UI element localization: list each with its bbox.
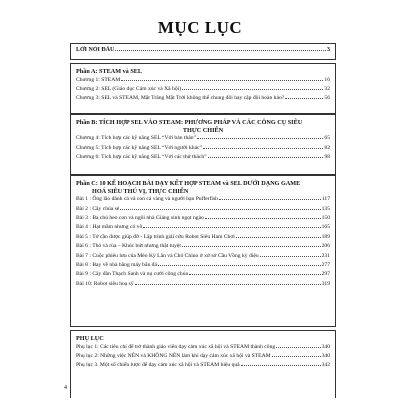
toc-entry-page: 3 <box>327 47 330 53</box>
leader-dots <box>203 148 323 149</box>
leader-dots <box>115 50 326 51</box>
toc-entry-page: 277 <box>321 262 330 269</box>
leader-dots <box>208 157 324 158</box>
section-a-box <box>70 63 336 114</box>
toc-entry-page: 206 <box>321 243 330 250</box>
toc-entry-page: 82 <box>324 144 330 151</box>
toc-entry-page: 16 <box>324 76 330 83</box>
intro-box <box>70 43 336 60</box>
toc-entry <box>76 223 330 232</box>
leader-dots <box>260 256 321 257</box>
toc-entry-label: Bài 2 : Cây chúa sẻ <box>76 205 120 212</box>
leader-dots <box>120 209 320 210</box>
toc-entry-label: Chương 3: SEL và STEAM, Mặt Trăng Mặt Trời không thể chung đôi hay cặp đôi hoàn hảo? <box>76 95 285 102</box>
page-title: MỤC LỤC <box>157 18 243 37</box>
toc-entry-label: Bài 10: Robot siêu hoạ sỹ <box>76 280 134 287</box>
leader-dots <box>189 274 321 275</box>
toc-entry-page: 297 <box>321 271 330 278</box>
leader-dots <box>197 138 323 139</box>
section-heading: Phần A: STEAM và SEL <box>76 68 143 75</box>
section-heading: PHỤ LỤC <box>76 335 104 342</box>
toc-entry-label: Chương 4: Tích hợp các kỹ năng SEL “Với bản thân” <box>76 135 197 142</box>
leader-dots <box>272 356 321 357</box>
toc-entry <box>76 252 330 261</box>
section-heading: Phần B: TÍCH HỢP SEL VÀO STEAM: PHƯƠNG PHÁP VÀ CÁC CÔNG CỤ SIÊU <box>76 119 303 126</box>
section-heading: Phần C: 10 KẾ HOẠCH BÀI DẠY KẾT HỢP STEAM và SEL DƯỚI DẠNG GAME <box>76 180 301 187</box>
toc-entry-label: Phụ lục 3. Một số chiến lược để dạy cảm xúc xã hội và STEAM hiệu quả <box>76 362 240 369</box>
toc-entry <box>76 361 330 370</box>
toc-entry <box>76 144 330 153</box>
toc-entry-page: 150 <box>321 215 330 221</box>
section-heading-cont: HOÁ SIÊU THÚ VỊ, THỰC CHIẾN <box>92 187 189 195</box>
leader-dots <box>121 80 323 81</box>
toc-entry-page: 189 <box>321 233 330 240</box>
leader-dots <box>182 89 323 90</box>
toc-entry-label: Chương 1: STEAM <box>76 76 121 83</box>
toc-entry-label: Bài 8 : Bay về nhà bằng máy bắn đá <box>76 262 157 269</box>
toc-entry <box>76 153 330 162</box>
toc-entry-label: Bài 1 : Ông lão đánh cá và con cá vàng và người bạn Pufferfish <box>76 196 218 203</box>
toc-entry <box>76 205 330 214</box>
leader-dots <box>276 347 320 348</box>
toc-entry <box>76 352 330 361</box>
toc-entry-label: LỜI NÓI ĐẦU <box>76 47 115 53</box>
toc-entry-page: 342 <box>321 362 330 369</box>
toc-entry-label: Bài 4 : Hạt mầm nhưng có vỡ <box>76 224 143 231</box>
toc-entry-label: Bài 5 : Tớ cần được giúp đỡ - Lập trình giải cứu Robot Siêu Ham Chơi <box>76 233 235 240</box>
leader-dots <box>158 265 321 266</box>
leader-dots <box>236 237 321 238</box>
appendix-box <box>70 330 336 398</box>
toc-entry-page: 135 <box>321 205 330 212</box>
toc-entry-page: 231 <box>321 252 330 259</box>
toc-entry <box>76 195 330 204</box>
toc-entry-label: Bài 3 : Ba chú heo con và ngôi nhà Giáng sinh ngọt ngào <box>76 215 204 221</box>
leader-dots <box>219 199 321 200</box>
toc-entry-page: 65 <box>324 135 330 142</box>
toc-entry <box>76 233 330 242</box>
toc-entry-page: 340 <box>321 343 330 350</box>
toc-entry <box>76 270 330 279</box>
section-c-box <box>70 175 336 327</box>
toc-entry-page: 98 <box>324 154 330 160</box>
leader-dots <box>205 218 321 219</box>
toc-entry <box>76 242 330 251</box>
leader-dots <box>182 246 321 247</box>
leader-dots <box>285 98 323 99</box>
toc-entry <box>76 76 330 85</box>
toc-entry <box>76 214 330 223</box>
toc-entry-label: Chương 6: Tích hợp các kỹ năng SEL “Với các thử thách” <box>76 154 207 160</box>
toc-entry-label: Bài 9 : Cây đàn Thạch Sanh và nụ cười công chúa <box>76 271 188 278</box>
toc-entry-page: 340 <box>321 353 330 359</box>
toc-entry <box>76 134 330 143</box>
toc-entry-page: 117 <box>321 196 330 203</box>
leader-dots <box>143 227 320 228</box>
page-number: 4 <box>64 385 67 391</box>
toc-entry-label: Chương 2: SEL (Giáo dục Cảm xúc và Xã hội) <box>76 86 182 92</box>
leader-dots <box>241 365 321 366</box>
toc-entry-intro <box>76 46 330 55</box>
toc-entry <box>76 261 330 270</box>
toc-entry-page: 32 <box>324 86 330 92</box>
toc-entry <box>76 280 330 289</box>
toc-entry-label: Phụ lục 2: Những việc NÊN và KHÔNG NÊN làm khi dạy cảm xúc xã hội và STEAM <box>76 353 271 359</box>
toc-entry-page: 319 <box>321 280 330 287</box>
toc-entry-label: Bài 6 : Thỏ và rùa – Khúc bứt nhưng thật tuyệt <box>76 243 181 250</box>
toc-entry-page: 165 <box>321 224 330 231</box>
leader-dots <box>135 284 321 285</box>
toc-entry <box>76 343 330 352</box>
toc-entry-page: 56 <box>324 95 330 102</box>
toc-entry-label: Phụ lục 1: Các tiêu chí để trở thành giáo viên dạy cảm xúc xã hội và STEAM thành công <box>76 343 276 350</box>
toc-entry <box>76 85 330 94</box>
toc-entry-label: Chương 5: Tích hợp các kỹ năng SEL “Với người khác” <box>76 144 203 151</box>
section-heading-cont: THỰC CHIẾN <box>182 126 224 134</box>
section-b-box <box>70 114 336 175</box>
toc-entry <box>76 94 330 103</box>
toc-entry-label: Bài 7 : Cuộc phiêu lưu của Mèo Kỳ Lân và Chó Chino ở xứ sở Cầu Vồng kỳ diệu <box>76 252 259 259</box>
